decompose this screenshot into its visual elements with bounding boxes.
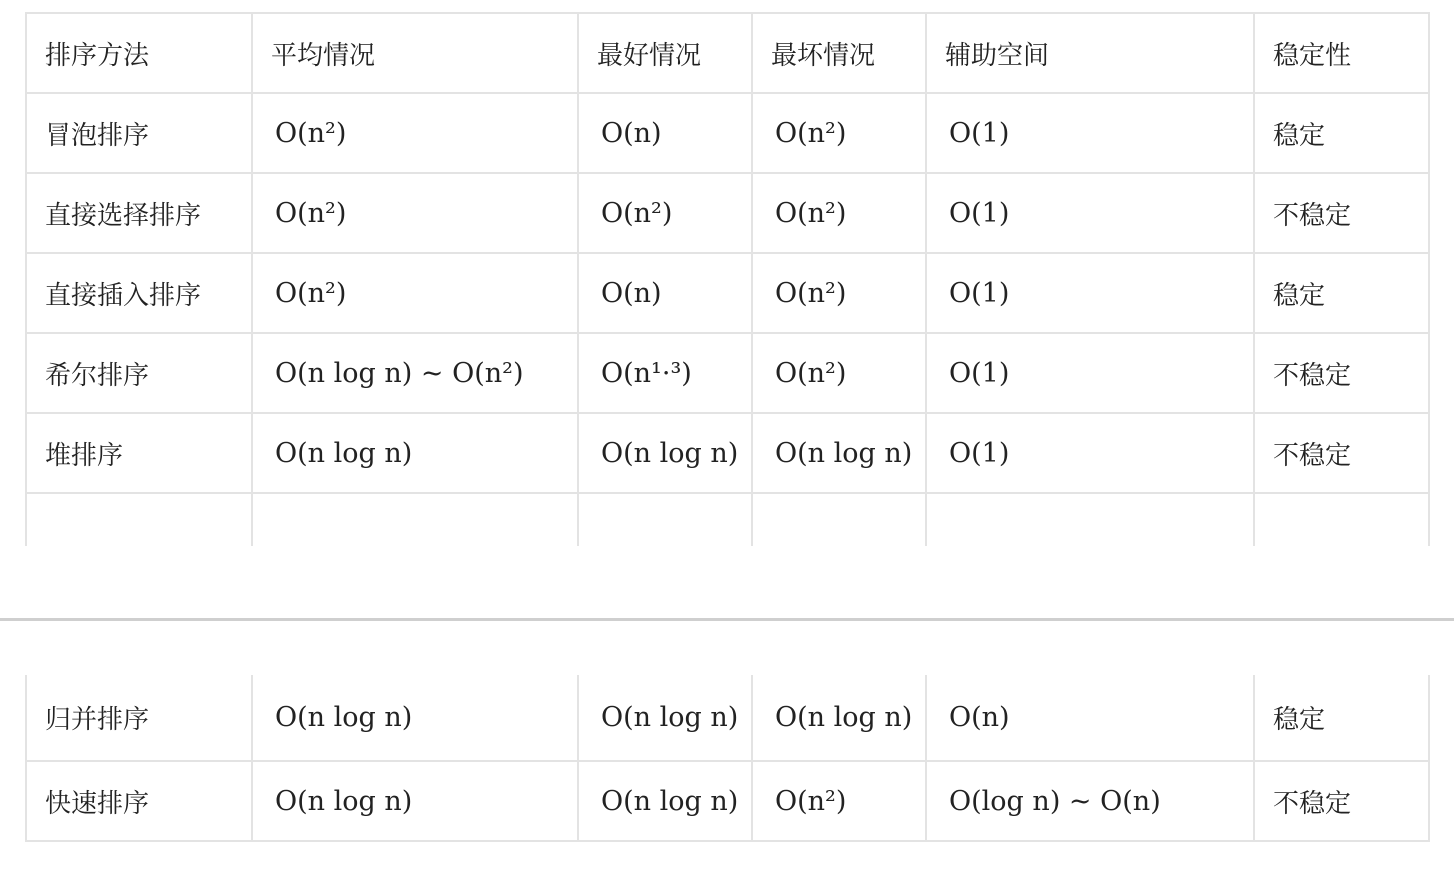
- table-row: [26, 253, 1429, 333]
- cell-worst: O(n log n): [752, 675, 926, 761]
- cell-method: 快速排序: [26, 761, 252, 841]
- cell-average: O(n²): [252, 173, 578, 253]
- cell-space: O(1): [926, 333, 1254, 413]
- cell-average: O(n log n): [252, 675, 578, 761]
- cell-best: O(n log n): [578, 761, 752, 841]
- cell-worst: O(n²): [752, 253, 926, 333]
- cell-space: O(n): [926, 675, 1254, 761]
- cell-average: O(n²): [252, 253, 578, 333]
- cell-worst: O(n²): [752, 93, 926, 173]
- cell-worst: O(n²): [752, 761, 926, 841]
- cell-stability: 稳定: [1254, 253, 1429, 333]
- header-space: 辅助空间: [926, 13, 1254, 93]
- cell-space: O(1): [926, 413, 1254, 493]
- table-header-row: [26, 13, 1429, 93]
- page-break-divider: [0, 618, 1454, 621]
- cell-stability: 不稳定: [1254, 413, 1429, 493]
- cell-best: O(n log n): [578, 675, 752, 761]
- header-method: 排序方法: [26, 13, 252, 93]
- cell-worst: O(n²): [752, 333, 926, 413]
- cell-space: O(1): [926, 93, 1254, 173]
- table-row: [26, 333, 1429, 413]
- cell-average: O(n log n): [252, 761, 578, 841]
- cell-method: 直接插入排序: [26, 253, 252, 333]
- sorting-complexity-table-continued: [25, 675, 1430, 842]
- table-row: [26, 93, 1429, 173]
- cell-worst: O(n²): [752, 173, 926, 253]
- header-stability: 稳定性: [1254, 13, 1429, 93]
- header-average: 平均情况: [252, 13, 578, 93]
- header-best: 最好情况: [578, 13, 752, 93]
- cell-best: O(n²): [578, 173, 752, 253]
- cell-stability: 不稳定: [1254, 333, 1429, 413]
- cell-method: 归并排序: [26, 675, 252, 761]
- cell-method: 直接选择排序: [26, 173, 252, 253]
- cell-method: 希尔排序: [26, 333, 252, 413]
- cell-best: O(n): [578, 253, 752, 333]
- cell-average: O(n²): [252, 93, 578, 173]
- header-worst: 最坏情况: [752, 13, 926, 93]
- cell-best: O(n): [578, 93, 752, 173]
- table-row: [26, 173, 1429, 253]
- table-row-continued: [26, 493, 1429, 546]
- cell-worst: O(n log n): [752, 413, 926, 493]
- sorting-complexity-table: [25, 12, 1430, 546]
- table-row: [26, 675, 1429, 761]
- cell-best: O(n¹·³): [578, 333, 752, 413]
- cell-method: 冒泡排序: [26, 93, 252, 173]
- cell-average: O(n log n): [252, 413, 578, 493]
- cell-average: O(n log n) ~ O(n²): [252, 333, 578, 413]
- cell-stability: 稳定: [1254, 93, 1429, 173]
- cell-space: O(1): [926, 173, 1254, 253]
- cell-stability: 不稳定: [1254, 761, 1429, 841]
- table-row: [26, 761, 1429, 841]
- cell-best: O(n log n): [578, 413, 752, 493]
- cell-space: O(1): [926, 253, 1254, 333]
- cell-stability: 稳定: [1254, 675, 1429, 761]
- cell-stability: 不稳定: [1254, 173, 1429, 253]
- cell-method: 堆排序: [26, 413, 252, 493]
- cell-space: O(log n) ~ O(n): [926, 761, 1254, 841]
- table-row: [26, 413, 1429, 493]
